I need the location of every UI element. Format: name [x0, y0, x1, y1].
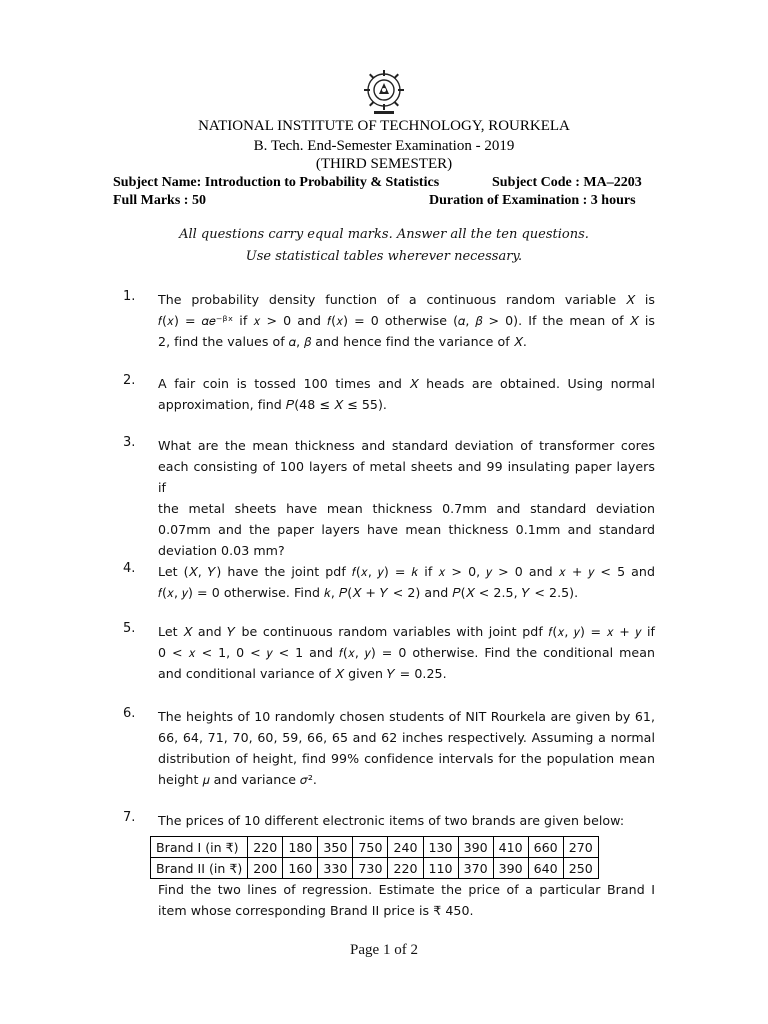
exam-duration: Duration of Examination : 3 hours: [429, 193, 636, 208]
full-marks: Full Marks : 50: [113, 193, 206, 208]
question-line: 𝑓(𝑥, 𝑦) = 0 otherwise. Find 𝑘, 𝑃(𝑋 + 𝑌 < 2) and 𝑃(𝑋 < 2.5, 𝑌 < 2.5).: [158, 585, 579, 600]
price-table: [150, 836, 599, 879]
subject-name: Subject Name: Introduction to Probability & Statistics: [113, 175, 440, 190]
question-line: 66, 64, 71, 70, 60, 59, 66, 65 and 62 inches respectively. Assuming a normal: [158, 730, 655, 745]
question-number: 5.: [123, 621, 136, 636]
table-cell: Brand I (in ₹): [151, 837, 248, 858]
question-text: [158, 621, 655, 684]
table-cell: 110: [423, 858, 458, 879]
question-line: height 𝜇 and variance 𝜎².: [158, 772, 317, 787]
table-cell: 390: [458, 837, 493, 858]
question-line: Let (𝑋, 𝑌) have the joint pdf 𝑓(𝑥, 𝑦) = 𝑘 if 𝑥 > 0, 𝑦 > 0 and 𝑥 + 𝑦 < 5 and: [158, 564, 655, 579]
question-line: distribution of height, find 99% confidence intervals for the population mean: [158, 751, 655, 766]
exam-title: B. Tech. End-Semester Examination - 2019: [253, 138, 515, 154]
table-row: [151, 858, 599, 879]
question-line: What are the mean thickness and standard deviation of transformer cores: [158, 438, 655, 453]
question-line: 𝑓(𝑥) = 𝛼𝑒⁻ᵝˣ if 𝑥 > 0 and 𝑓(𝑥) = 0 otherwise (𝛼, 𝛽 > 0). If the mean of 𝑋 is: [158, 313, 655, 328]
table-cell: 390: [493, 858, 528, 879]
question-number: 4.: [123, 561, 136, 576]
question-line: each consisting of 100 layers of metal sheets and 99 insulating paper layers if: [158, 459, 655, 495]
question-number: 7.: [123, 810, 136, 825]
semester-label: (THIRD SEMESTER): [315, 156, 453, 172]
table-cell: 160: [283, 858, 318, 879]
table-cell: 750: [353, 837, 388, 858]
page-footer: Page 1 of 2: [350, 942, 418, 958]
table-cell: 220: [248, 837, 283, 858]
question-number: 6.: [123, 706, 136, 721]
question-text: [158, 435, 655, 561]
question-number: 2.: [123, 373, 136, 388]
question-line: Find the two lines of regression. Estimate the price of a particular Brand I: [158, 882, 655, 897]
instruction-line-1: All questions carry equal marks. Answer all the ten questions.: [179, 227, 589, 242]
question-text: [158, 373, 655, 415]
question-line: A fair coin is tossed 100 times and 𝑋 heads are obtained. Using normal: [158, 376, 655, 391]
question-line: The probability density function of a continuous random variable 𝑋 is: [158, 292, 655, 307]
table-cell: 660: [528, 837, 563, 858]
question-text: [158, 561, 655, 603]
question-line: approximation, find 𝑃(48 ≤ 𝑋 ≤ 55).: [158, 397, 387, 412]
question-line: deviation 0.03 mm?: [158, 543, 285, 558]
table-row: [151, 837, 599, 858]
question-line: The prices of 10 different electronic items of two brands are given below:: [158, 813, 625, 828]
table-cell: 130: [423, 837, 458, 858]
question-line: Let 𝑋 and 𝑌 be continuous random variables with joint pdf 𝑓(𝑥, 𝑦) = 𝑥 + 𝑦 if: [158, 624, 655, 639]
table-cell: 220: [388, 858, 423, 879]
table-cell: 330: [318, 858, 353, 879]
table-cell: 180: [283, 837, 318, 858]
question-line: and conditional variance of 𝑋 given 𝑌 = 0.25.: [158, 666, 447, 681]
question-number: 3.: [123, 435, 136, 450]
question-line: 0.07mm and the paper layers have mean thickness 0.1mm and standard: [158, 522, 655, 537]
table-cell: 200: [248, 858, 283, 879]
table-cell: 370: [458, 858, 493, 879]
question-line: The heights of 10 randomly chosen students of NIT Rourkela are given by 61,: [158, 709, 655, 724]
table-cell: 410: [493, 837, 528, 858]
question-text: [158, 289, 655, 352]
question-text: [158, 879, 655, 921]
table-cell: Brand II (in ₹): [151, 858, 248, 879]
question-line: the metal sheets have mean thickness 0.7mm and standard deviation: [158, 501, 655, 516]
table-cell: 250: [563, 858, 598, 879]
question-text: [158, 706, 655, 790]
table-cell: 270: [563, 837, 598, 858]
institute-logo: [362, 68, 406, 116]
question-number: 1.: [123, 289, 136, 304]
table-cell: 350: [318, 837, 353, 858]
table-cell: 240: [388, 837, 423, 858]
question-line: item whose corresponding Brand II price is ₹ 450.: [158, 903, 474, 918]
institute-name: NATIONAL INSTITUTE OF TECHNOLOGY, ROURKELA: [198, 118, 570, 134]
subject-code: Subject Code : MA–2203: [492, 175, 642, 190]
question-line: 0 < 𝑥 < 1, 0 < 𝑦 < 1 and 𝑓(𝑥, 𝑦) = 0 otherwise. Find the conditional mean: [158, 645, 655, 660]
question-text: [158, 810, 655, 831]
question-line: 2, find the values of 𝛼, 𝛽 and hence find the variance of 𝑋.: [158, 334, 527, 349]
instruction-line-2: Use statistical tables wherever necessary.: [245, 249, 523, 264]
table-cell: 730: [353, 858, 388, 879]
table-cell: 640: [528, 858, 563, 879]
